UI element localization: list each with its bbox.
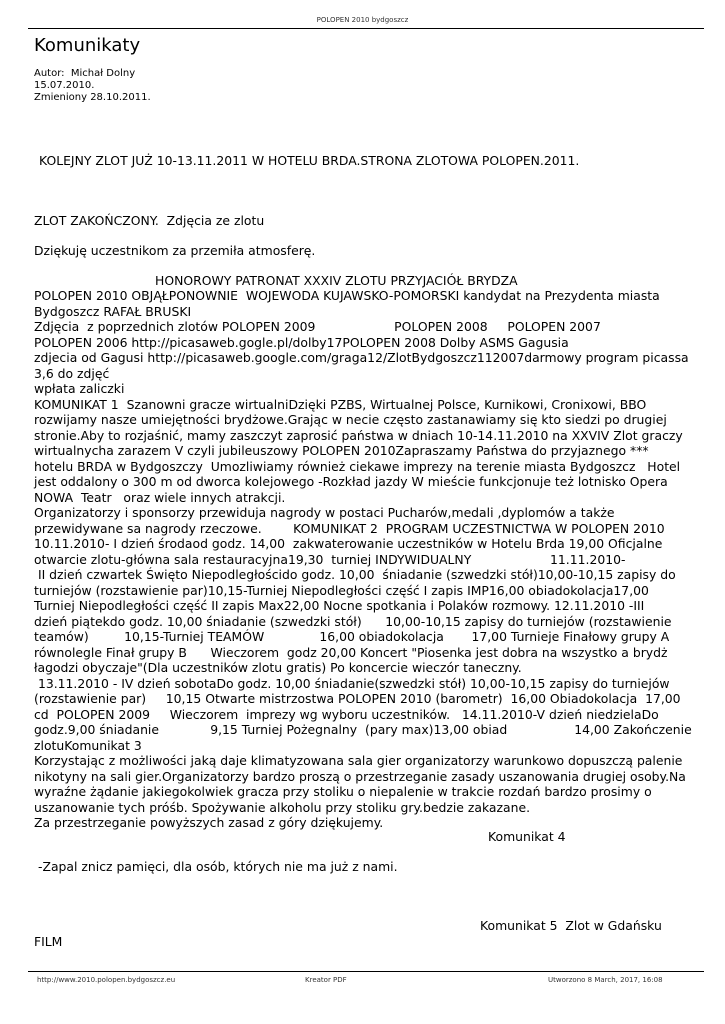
- body-line: wyraźne żądanie jakiegokolwiek gracza przy stoliku o niepalenie w trakcie rozdań bardzo prosimy o: [34, 784, 652, 799]
- body-line: przewidywane sa nagrody rzeczowe. KOMUNIKAT 2 PROGRAM UCZESTNICTWA W POLOPEN 2010: [34, 520, 665, 536]
- body-line: Za przestrzeganie powyższych zasad z góry dziękujemy.: [34, 815, 384, 830]
- body-line: zlotuKomunikat 3: [34, 737, 142, 753]
- body-line: POLOPEN 2010 OBJĄŁPONOWNIE WOJEWODA KUJAWSKO-POMORSKI kandydat na Prezydenta miasta: [34, 288, 660, 303]
- komunikat-4: Komunikat 4: [488, 829, 566, 844]
- body-line: zdjecia od Gagusi http://picasaweb.google.com/graga12/ZlotBydgoszcz112007darmowy program picassa: [34, 350, 689, 365]
- body-line: godz.9,00 śniadanie 9,15 Turniej Pożegnalny (pary max)13,00 obiad 14,00 Zakończenie: [34, 722, 692, 737]
- footer-created: Utworzono 8 March, 2017, 16:08: [548, 976, 663, 984]
- body-line: 3,6 do zdjęć: [34, 365, 110, 381]
- body-line: POLOPEN 2006 http://picasaweb.gogle.pl/dolby17POLOPEN 2008 Dolby ASMS Gagusia: [34, 334, 569, 350]
- body-line: Organizatorzy i sponsorzy przewiduja nagrody w postaci Pucharów,medali ,dyplomów a także: [34, 505, 615, 520]
- body-line: jest oddalony o 300 m od dworca kolejowego -Rozkład jazdy W mieście funkcjonuje też lotnisko Opera: [34, 474, 668, 489]
- film-text: FILM: [34, 934, 63, 949]
- body-line: łagodzi obyczaje"(Dla uczestników zlotu gratis) Po koncercie wieczór taneczny.: [34, 660, 522, 675]
- page-title: Komunikaty: [34, 35, 141, 56]
- body-line: otwarcie zlotu-główna sala restauracyjna19,30 turniej INDYWIDUALNY 11.11.2010-: [34, 551, 626, 567]
- body-line: 13.11.2010 - IV dzień sobotaDo godz. 10,00 śniadanie(szwedzki stół) 10,00-10,15 zapisy do turniejów: [34, 675, 670, 691]
- modified-date: Zmieniony 28.10.2011.: [34, 92, 151, 103]
- body-line: Zdjęcia z poprzednich zlotów POLOPEN 2009 POLOPEN 2008 POLOPEN 2007: [34, 319, 601, 334]
- body-line: wpłata zaliczki: [34, 381, 125, 396]
- body-line: Bydgoszcz RAFAŁ BRUSKI: [34, 303, 192, 319]
- komunikat-5: Komunikat 5 Zlot w Gdańsku: [480, 918, 662, 933]
- body-line: 10.11.2010- I dzień środaod godz. 14,00 zakwaterowanie uczestników w Hotelu Brda 19,00 Oficjalne: [34, 536, 663, 551]
- footer-generator: Kreator PDF: [305, 976, 347, 984]
- finished-text: ZLOT ZAKOŃCZONY. Zdjęcia ze zlotu: [34, 213, 265, 228]
- thanks-text: Dziękuję uczestnikom za przemiła atmosferę.: [34, 243, 316, 258]
- body-line: stronie.Aby to rozjaśnić, mamy zaszczyt zaprosić państwa w dniach 10-14.11.2010 na XXVIV Zlot graczy: [34, 427, 683, 443]
- body-text: [34, 288, 724, 831]
- body-line: II dzień czwartek Święto Niepodległoścido godz. 10,00 śniadanie (szwedzki stół)10,00-10,15 zapisy do: [34, 567, 676, 582]
- body-line: nikotyny na sali gier.Organizatorzy bardzo proszą o przestrzeganie zasady uszanowania drugiej osoby.Na: [34, 768, 686, 784]
- footer-rule: [28, 971, 704, 972]
- body-line: wirtualnycha zarazem V czyli jubileuszowy POLOPEN 2010Zapraszamy Państwa do przyjaznego ***: [34, 443, 649, 458]
- header-rule: [28, 28, 704, 29]
- body-line: uszanowanie tych próśb. Spożywanie alkoholu przy stoliku gry.bedzie zakazane.: [34, 799, 531, 815]
- body-line: KOMUNIKAT 1 Szanowni gracze wirtualniDzięki PZBS, Wirtualnej Polsce, Kurnikowi, Cronixowi, BBO: [34, 396, 647, 412]
- body-line: Turniej Niepodległości część II zapis Max22,00 Nocne spotkania i Polaków rozmowy. 12.11.2010 -III: [34, 598, 645, 613]
- body-line: dzień piątekdo godz. 10,00 śniadanie (szwedzki stół) 10,00-10,15 zapisy do turniejów (rozstawienie: [34, 613, 672, 629]
- body-line: cd POLOPEN 2009 Wieczorem imprezy wg wyboru uczestników. 14.11.2010-V dzień niedzielaDo: [34, 706, 659, 722]
- body-line: rozwijamy nasze umiejętności brydżowe.Grając w necie często zastanawiamy się kto siedzi po drugiej: [34, 412, 667, 427]
- body-line: równolegle Finał grupy B Wieczorem godz 20,00 Koncert "Piosenka jest dobra na wszystko a brydż: [34, 644, 668, 660]
- body-line: (rozstawienie par) 10,15 Otwarte mistrzostwa POLOPEN 2010 (barometr) 16,00 Obiadokolacja 17,00: [34, 691, 681, 706]
- page-header: POLOPEN 2010 bydgoszcz: [316, 16, 409, 24]
- patronage-heading: HONOROWY PATRONAT XXXIV ZLOTU PRZYJACIÓŁ BRYDZA: [155, 273, 518, 288]
- body-line: hotelu BRDA w Bydgoszczy Umozliwiamy również ciekawe imprezy na terenie miasta Bydgoszcz Hotel: [34, 458, 681, 474]
- body-line: NOWA Teatr oraz wiele innych atrakcji.: [34, 489, 286, 505]
- footer-url[interactable]: http://www.2010.polopen.bydgoszcz.eu: [37, 976, 176, 984]
- body-line: Korzystając z możliwości jaką daje klimatyzowana sala gier organizatorzy warunkowo dopuszczą palenie: [34, 753, 683, 768]
- created-date: 15.07.2010.: [34, 80, 95, 91]
- candle-text: -Zapal znicz pamięci, dla osób, których nie ma już z nami.: [38, 859, 398, 874]
- body-line: teamów) 10,15-Turniej TEAMÓW 16,00 obiadokolacja 17,00 Turnieje Finałowy grupy A: [34, 629, 670, 644]
- author: Autor: Michał Dolny: [34, 68, 136, 79]
- body-line: turniejów (rozstawienie par)10,15-Turniej Niepodległości część I zapis IMP16,00 obiadokolacja17,00: [34, 582, 649, 598]
- announcement: KOLEJNY ZLOT JUŻ 10-13.11.2011 W HOTELU BRDA.STRONA ZLOTOWA POLOPEN.2011.: [39, 153, 580, 168]
